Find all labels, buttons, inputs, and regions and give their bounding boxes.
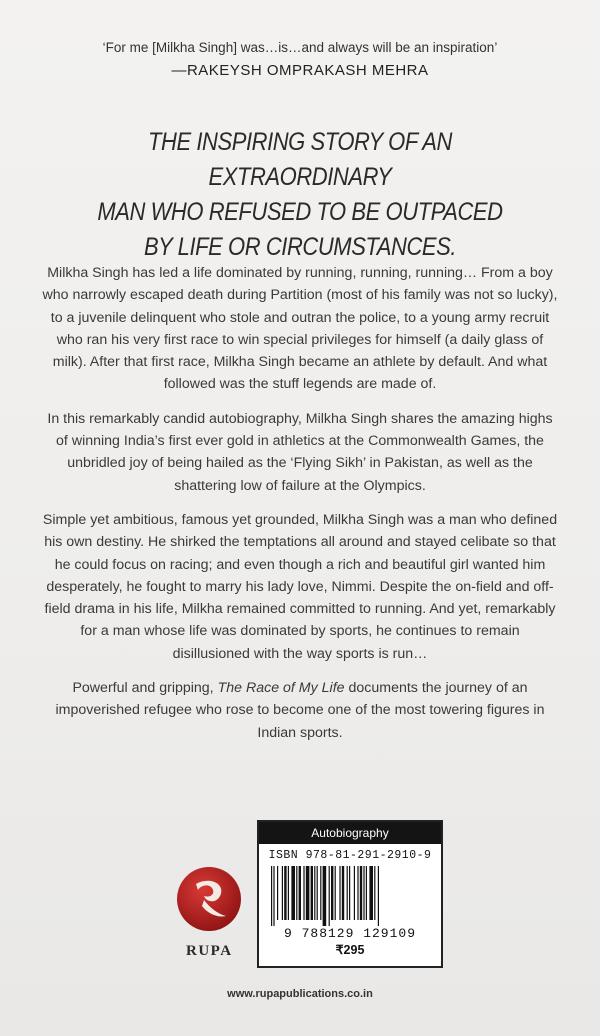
publisher-name: RUPA (186, 943, 233, 959)
blurb-paragraph: Simple yet ambitious, famous yet grounded, Milkha Singh was a man who defined his own destiny. He shirked the temptations all around and stayed celibate so that he could focus on racing; and even though a rich and beautiful girl wanted him desperately, he fought to marry his lady love, Nimmi. Despite the on-field and off-field drama in his life, Milkha remained committed to running. And yet, remarkably for a man whose life was dominated by sports, he continues to remain disillusioned with the way sports is run… (42, 511, 558, 662)
publisher-url: www.rupapublications.co.in (227, 988, 373, 1000)
headline (80, 125, 520, 265)
blurb (42, 262, 558, 756)
price: ₹295 (335, 943, 365, 957)
endorsement-author: —RAKEYSH OMPRAKASH MEHRA (171, 62, 429, 79)
headline-line-2: MAN WHO REFUSED TO BE OUTPACED (97, 198, 503, 226)
barcode-icon (267, 866, 433, 926)
isbn-text: ISBN 978-81-291-2910-9 (268, 849, 432, 862)
blurb-paragraph: Milkha Singh has led a life dominated by running, running, running… From a boy who narrowly escaped death during Partition (most of his family was not so lucky), to a juvenile delinquent who stole and outran the police, to a young army recruit who ran his very first race to win special privileges for himself (a daily glass of milk). After that first race, Milkha Singh became an athlete by default. And what followed was the stuff legends are made of. (42, 265, 558, 393)
rupa-logo-icon (176, 866, 242, 932)
book-title: The Race of My Life (217, 680, 345, 697)
barcode-digits: 9 788129 129109 (283, 926, 417, 941)
genre-label: Autobiography (259, 822, 441, 844)
barcode-panel (257, 820, 443, 968)
blurb-paragraph: In this remarkably candid autobiography, Milkha Singh shares the amazing highs of winning India’s first ever gold in athletics at the Commonwealth Games, the unbridled joy of being hailed as the ‘Flying Sikh’ in Pakistan, as well as the shattering low of failure at the Olympics. (47, 410, 553, 494)
blurb-paragraph-closing: Powerful and gripping, The Race of My Life documents the journey of an impoverished refugee who rose to become one of the most towering figures in Indian sports. (55, 680, 545, 741)
endorsement-quote: ‘For me [Milkha Singh] was…is…and always will be an inspiration’ (102, 40, 498, 55)
headline-line-3: BY LIFE OR CIRCUMSTANCES. (143, 233, 457, 261)
headline-line-1: THE INSPIRING STORY OF AN EXTRAORDINARY (148, 128, 452, 191)
